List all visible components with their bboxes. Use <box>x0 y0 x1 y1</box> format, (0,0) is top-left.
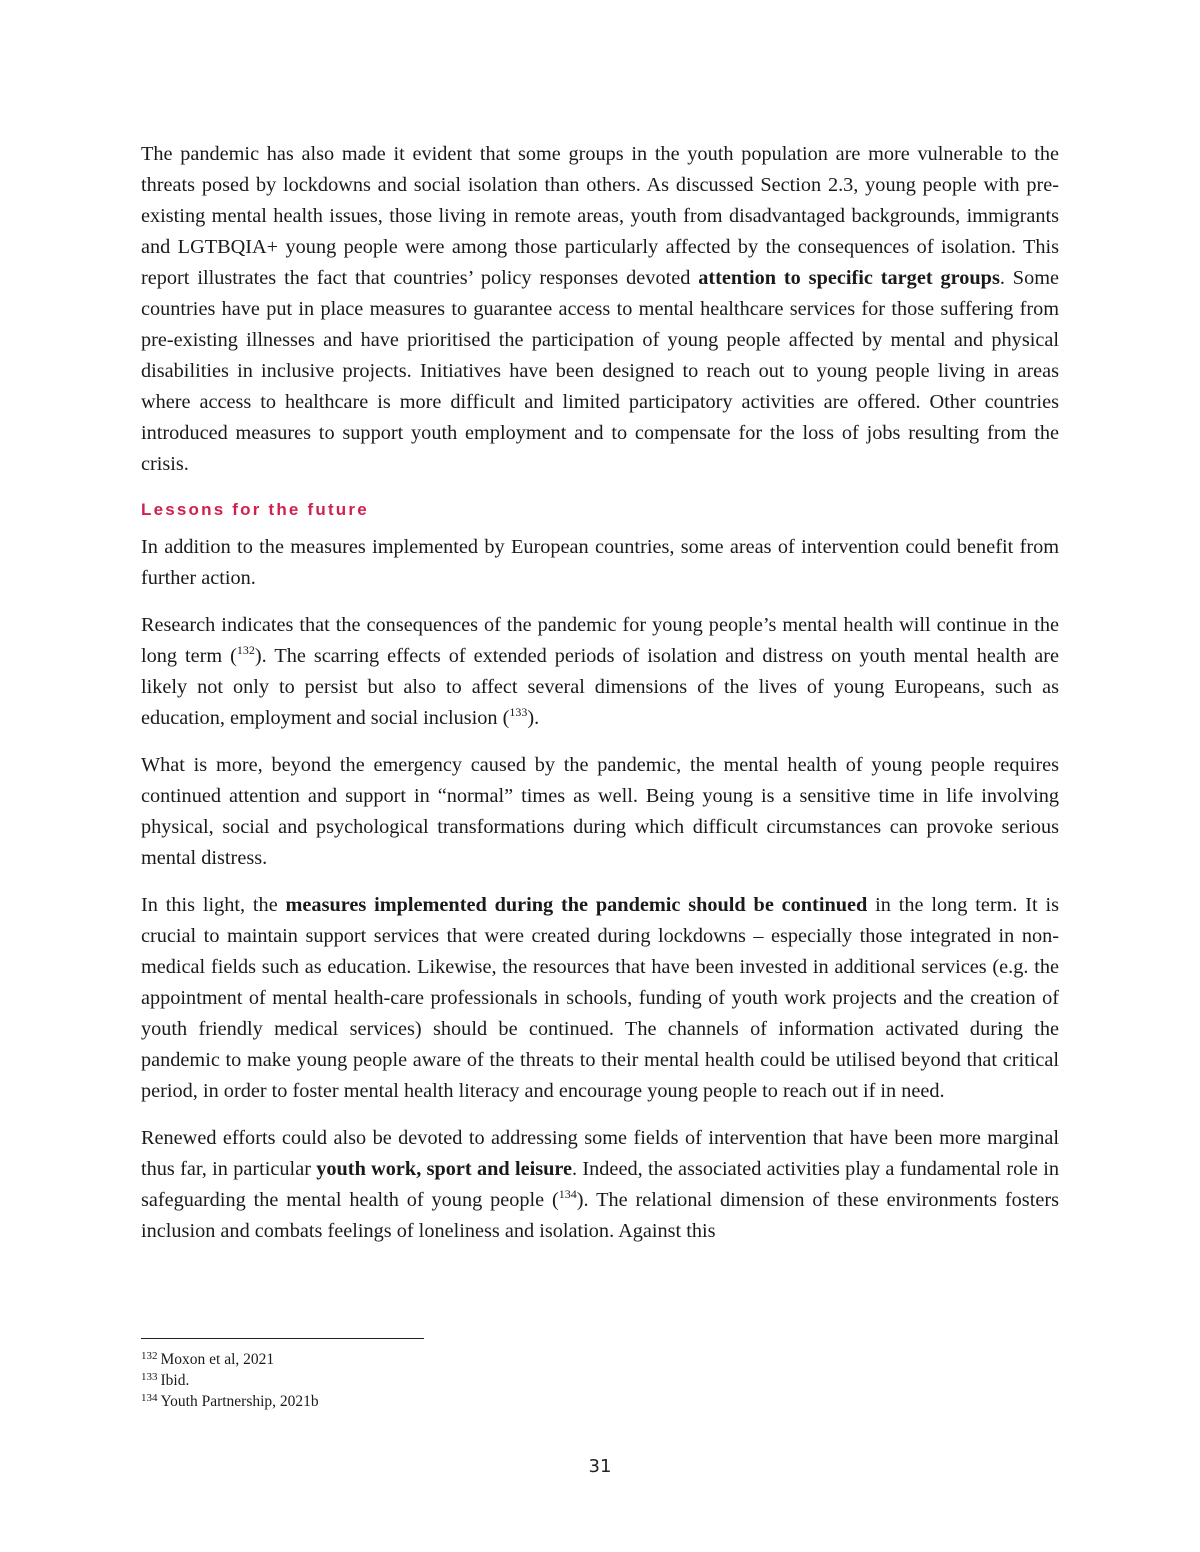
footnote-number: 132 <box>141 1350 158 1362</box>
text-run: In this light, the <box>141 894 286 916</box>
paragraph-research <box>141 610 1059 734</box>
text-run: Research indicates that the consequences of the pandemic for young people’s mental health will continue in the long term ( <box>141 614 1059 667</box>
page-body <box>141 139 1059 1263</box>
footnote-text: Ibid. <box>160 1372 190 1389</box>
text-run: ). The relational dimension of these environments fosters inclusion and combats feelings of loneliness and isolation. Against this <box>141 1189 1059 1242</box>
paragraph-normal-times: What is more, beyond the emergency caused by the pandemic, the mental health of young people requires continued attention and support in “normal” times as well. Being young is a sensitive time in life involving physical, social and psychological transformations during which difficult circumstances can provoke serious mental distress. <box>141 754 1059 869</box>
paragraph-youth-work <box>141 1123 1059 1247</box>
paragraph-vulnerable-groups <box>141 139 1059 480</box>
text-run: . Some countries have put in place measures to guarantee access to mental healthcare services for those suffering from pre-existing illnesses and have prioritised the participation of young people affected by mental and physical disabilities in inclusive projects. Initiatives have been designed to reach out to young people living in areas where access to healthcare is more difficult and limited participatory activities are offered. Other countries introduced measures to support youth employment and to compensate for the loss of jobs resulting from the crisis. <box>141 267 1060 475</box>
footnote-item <box>141 1349 319 1370</box>
footnote-ref[interactable]: 132 <box>236 643 255 657</box>
footnotes <box>141 1349 319 1412</box>
text-run: Renewed efforts could also be devoted to addressing some fields of intervention that have been more marginal thus far, in particular <box>141 1127 1059 1180</box>
footnote-divider <box>141 1338 424 1339</box>
bold-phrase: attention to specific target groups <box>698 267 1000 289</box>
text-run: ). <box>527 707 540 729</box>
bold-phrase: youth work, sport and leisure <box>316 1158 573 1180</box>
footnote-text: Youth Partnership, 2021b <box>160 1393 319 1410</box>
footnote-item <box>141 1370 319 1391</box>
bold-phrase: measures implemented during the pandemic should be continued <box>285 894 868 916</box>
section-heading: Lessons for the future <box>141 500 369 519</box>
paragraph-continue-measures <box>141 890 1059 1107</box>
page-number: 31 <box>588 1456 612 1477</box>
footnote-ref[interactable]: 134 <box>558 1187 577 1201</box>
footnote-item <box>141 1391 319 1412</box>
footnote-number: 133 <box>141 1371 158 1383</box>
footnote-ref[interactable]: 133 <box>509 705 528 719</box>
footnote-text: Moxon et al, 2021 <box>160 1351 275 1368</box>
footnote-number: 134 <box>141 1392 158 1404</box>
text-run: . Indeed, the associated activities play a fundamental role in safeguarding the mental health of young people ( <box>141 1158 1059 1211</box>
text-run: in the long term. It is crucial to maintain support services that were created during lockdowns – especially those integrated in non-medical fields such as education. Likewise, the resources that have been invested in additional services (e.g. the appointment of mental health-care professionals in schools, funding of youth work projects and the creation of youth friendly medical services) should be continued. The channels of information activated during the pandemic to make young people aware of the threats to their mental health could be utilised beyond that critical period, in order to foster mental health literacy and encourage young people to reach out if in need. <box>141 894 1059 1102</box>
text-run: ). The scarring effects of extended periods of isolation and distress on youth mental health are likely not only to persist but also to affect several dimensions of the lives of young Europeans, such as education, employment and social inclusion ( <box>141 645 1059 729</box>
paragraph-intro: In addition to the measures implemented by European countries, some areas of intervention could benefit from further action. <box>141 536 1059 589</box>
text-run: The pandemic has also made it evident that some groups in the youth population are more vulnerable to the threats posed by lockdowns and social isolation than others. As discussed Section 2.3, young people with pre-existing mental health issues, those living in remote areas, youth from disadvantaged backgrounds, immigrants and LGTBQIA+ young people were among those particularly affected by the consequences of isolation. This report illustrates the fact that countries’ policy responses devoted <box>141 143 1059 289</box>
